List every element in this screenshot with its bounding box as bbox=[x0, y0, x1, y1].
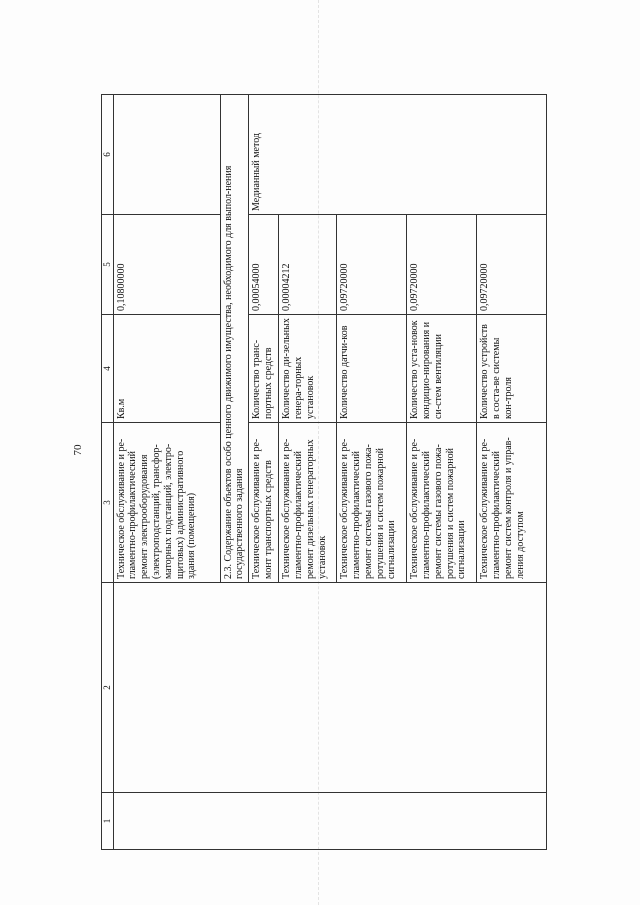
column-number: 5 bbox=[102, 215, 114, 315]
column-number: 4 bbox=[102, 315, 114, 423]
section-heading: 2.3. Содержание объектов особо ценного движимого имущества, необходимого для выпол-нения государственного задания bbox=[220, 95, 249, 583]
cell-col2 bbox=[113, 583, 547, 793]
page-number: 70 bbox=[72, 444, 84, 456]
cell-unit: Количество датчи-ков bbox=[337, 315, 407, 423]
column-numbers-row bbox=[102, 95, 114, 850]
cell-col1 bbox=[113, 793, 547, 850]
column-number: 3 bbox=[102, 423, 114, 583]
cell-coefficient: 0,09720000 bbox=[477, 215, 547, 315]
cell-unit: Количество транс-портных средств bbox=[249, 315, 279, 423]
norms-table bbox=[101, 94, 547, 850]
cell-coefficient: 0,09720000 bbox=[337, 215, 407, 315]
cell-work-type: Техническое обслуживание и ре-гламентно-профилактический ремонт электрооборудования (электроподстанций, трансфор-маторных подстанций, электро-щитовых) административного здания (помещения) bbox=[113, 423, 220, 583]
column-number: 1 bbox=[102, 793, 114, 850]
cell-unit: Количество уста-новок кондицио-нирования и си-стем вентиляции bbox=[407, 315, 477, 423]
cell-work-type: Техническое обслуживание и ре-гламентно-профилактический ремонт систем контроля и управ-ления доступом bbox=[477, 423, 547, 583]
cell-work-type: Техническое обслуживание и ре-гламентно-профилактический ремонт системы газового пожа-ротушения и систем пожарной сигнализации bbox=[337, 423, 407, 583]
cell-work-type: Техническое обслуживание и ре-гламентно-профилактический ремонт системы газового пожа-ротушения и систем пожарной сигнализации bbox=[407, 423, 477, 583]
table-row bbox=[113, 95, 220, 850]
cell-coefficient: 0,10800000 bbox=[113, 215, 220, 315]
cell-coefficient: 0,00054000 bbox=[249, 215, 279, 315]
cell-unit: Количество ди-зельных генера-торных установок bbox=[279, 315, 337, 423]
column-number: 2 bbox=[102, 583, 114, 793]
cell-method: Медианный метод bbox=[249, 95, 547, 215]
cell-coefficient: 0,00004212 bbox=[279, 215, 337, 315]
cell-method bbox=[113, 95, 220, 215]
cell-unit: Кв.м bbox=[113, 315, 220, 423]
cell-work-type: Техническое обслуживание и ре-монт транспортных средств bbox=[249, 423, 279, 583]
rotated-table-container bbox=[101, 95, 616, 850]
cell-coefficient: 0,09720000 bbox=[407, 215, 477, 315]
cell-work-type: Техническое обслуживание и ре-гламентно-профилактический ремонт дизельных генераторных установок bbox=[279, 423, 337, 583]
column-number: 6 bbox=[102, 95, 114, 215]
cell-unit: Количество устройств в соста-ве системы кон-троля bbox=[477, 315, 547, 423]
